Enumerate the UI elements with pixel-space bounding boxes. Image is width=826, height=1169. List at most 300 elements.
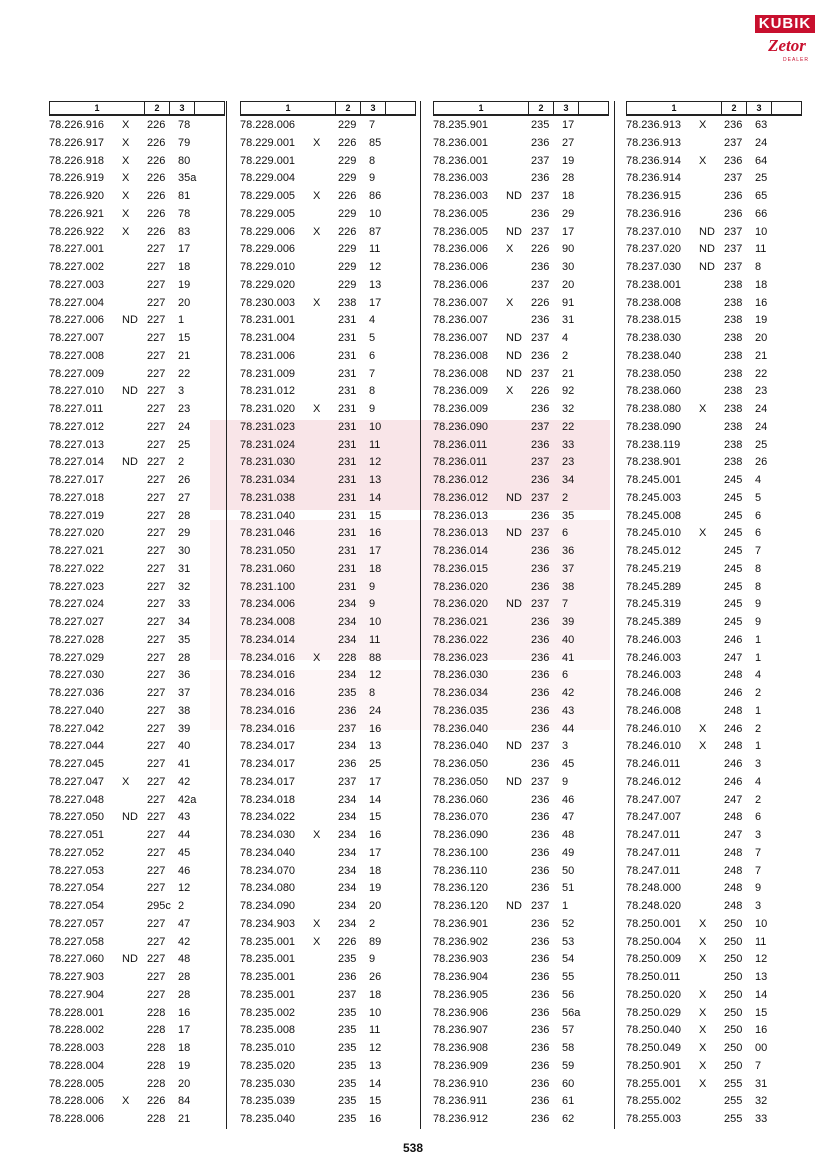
header-group: 2 — [145, 102, 170, 114]
table-row — [626, 401, 802, 419]
table-row — [433, 206, 609, 224]
part-number: 78.236.021 — [433, 616, 489, 628]
group-number: 235 — [531, 119, 550, 131]
header-group: 2 — [336, 102, 361, 114]
group-number: 236 — [531, 704, 550, 717]
position-number: 28 — [562, 172, 575, 185]
position-number: 10 — [369, 207, 382, 220]
group-number: 227 — [147, 278, 166, 291]
kubik-zetor-logo — [755, 15, 815, 67]
group-number: 237 — [531, 420, 550, 433]
table-row — [49, 490, 225, 508]
group-number: 255 — [724, 1113, 743, 1125]
part-number: 78.227.018 — [49, 491, 105, 504]
position-number: 25 — [755, 172, 768, 185]
table-row — [240, 1022, 416, 1040]
table-row — [626, 508, 802, 526]
flag: X — [313, 935, 321, 948]
group-number: 227 — [147, 527, 166, 540]
table-row — [433, 579, 609, 597]
table-row — [49, 880, 225, 898]
table-row — [433, 419, 609, 437]
table-row — [626, 241, 802, 259]
part-number: 78.227.042 — [49, 722, 105, 735]
table-row — [240, 898, 416, 916]
flag: X — [699, 403, 707, 415]
table-row — [433, 1005, 609, 1023]
column-divider — [614, 101, 615, 1129]
position-number: 2 — [178, 900, 185, 912]
position-number: 12 — [755, 953, 768, 966]
table-row — [240, 401, 416, 419]
position-number: 43 — [178, 811, 191, 824]
group-number: 245 — [724, 598, 743, 611]
table-row — [433, 987, 609, 1005]
group-number: 248 — [724, 740, 743, 753]
position-number: 17 — [562, 119, 575, 131]
group-number: 238 — [724, 296, 743, 309]
position-number: 8 — [755, 562, 762, 575]
position-number: 1 — [755, 651, 762, 664]
position-number: 17 — [369, 775, 382, 788]
group-number: 245 — [724, 491, 743, 504]
position-number: 8 — [755, 261, 762, 273]
position-number: 4 — [755, 474, 762, 486]
position-number: 40 — [178, 740, 191, 753]
position-number: 84 — [178, 1095, 191, 1108]
part-number: 78.228.004 — [49, 1059, 105, 1072]
group-number: 235 — [338, 687, 357, 699]
position-number: 38 — [562, 580, 575, 593]
table-row — [240, 579, 416, 597]
part-number: 78.246.003 — [626, 651, 682, 664]
position-number: 17 — [562, 225, 575, 238]
group-number: 246 — [724, 687, 743, 699]
table-row — [626, 987, 802, 1005]
group-number: 236 — [531, 1006, 550, 1019]
group-number: 231 — [338, 332, 357, 344]
table-row — [49, 437, 225, 455]
position-number: 35a — [178, 172, 197, 185]
group-number: 238 — [724, 385, 743, 398]
table-row — [240, 703, 416, 721]
header-position: 3 — [170, 102, 195, 114]
group-number: 236 — [531, 1024, 550, 1037]
group-number: 237 — [338, 775, 357, 788]
position-number: 3 — [755, 900, 762, 912]
flag: X — [699, 1024, 707, 1037]
part-number: 78.236.120 — [433, 900, 489, 912]
table-row — [49, 383, 225, 401]
group-number: 227 — [147, 562, 166, 575]
part-number: 78.245.012 — [626, 545, 682, 557]
table-row — [240, 987, 416, 1005]
position-number: 9 — [369, 953, 376, 966]
table-row — [49, 774, 225, 792]
position-number: 5 — [755, 491, 762, 504]
flag: X — [122, 207, 130, 220]
part-number: 78.238.050 — [626, 367, 682, 380]
group-number: 238 — [724, 456, 743, 469]
position-number: 66 — [755, 207, 768, 220]
flag: ND — [506, 332, 522, 344]
table-row — [433, 738, 609, 756]
position-number: 10 — [369, 1006, 382, 1019]
part-number: 78.235.001 — [240, 935, 296, 948]
position-number: 16 — [755, 1024, 768, 1037]
part-number: 78.231.001 — [240, 314, 296, 327]
table-row — [433, 153, 609, 171]
part-number: 78.235.002 — [240, 1006, 296, 1019]
group-number: 227 — [147, 509, 166, 522]
table-row — [433, 614, 609, 632]
part-number: 78.227.024 — [49, 598, 105, 611]
part-number: 78.236.905 — [433, 988, 489, 1001]
column-header — [49, 101, 225, 116]
position-number: 15 — [369, 1095, 382, 1108]
part-number: 78.234.040 — [240, 846, 296, 859]
part-number: 78.236.913 — [626, 119, 682, 131]
table-row — [240, 508, 416, 526]
parts-column-3 — [433, 101, 609, 1125]
group-number: 231 — [338, 562, 357, 575]
table-row — [240, 366, 416, 384]
position-number: 4 — [755, 669, 762, 682]
table-row — [49, 472, 225, 490]
part-number: 78.229.004 — [240, 172, 296, 185]
position-number: 7 — [755, 545, 762, 557]
position-number: 27 — [562, 136, 575, 149]
part-number: 78.229.001 — [240, 136, 296, 149]
table-row — [240, 1093, 416, 1111]
position-number: 35 — [178, 633, 191, 646]
position-number: 6 — [755, 811, 762, 824]
table-row — [626, 312, 802, 330]
position-number: 8 — [369, 154, 376, 167]
table-row — [433, 508, 609, 526]
part-number: 78.236.910 — [433, 1077, 489, 1090]
position-number: 3 — [562, 740, 569, 753]
table-row — [49, 916, 225, 934]
group-number: 237 — [531, 900, 550, 912]
position-number: 21 — [178, 349, 191, 362]
table-row — [240, 1111, 416, 1129]
position-number: 9 — [369, 598, 376, 611]
position-number: 79 — [178, 136, 191, 149]
position-number: 35 — [562, 509, 575, 522]
part-number: 78.231.006 — [240, 349, 296, 362]
table-row — [240, 614, 416, 632]
table-row — [433, 383, 609, 401]
table-row — [626, 206, 802, 224]
part-number: 78.235.008 — [240, 1024, 296, 1037]
table-row — [49, 543, 225, 561]
group-number: 245 — [724, 616, 743, 628]
part-number: 78.245.319 — [626, 598, 682, 611]
table-row — [626, 827, 802, 845]
position-number: 91 — [562, 296, 575, 309]
part-number: 78.250.020 — [626, 988, 682, 1001]
part-number: 78.234.008 — [240, 616, 296, 628]
part-number: 78.236.014 — [433, 545, 489, 557]
group-number: 227 — [147, 385, 166, 398]
position-number: 9 — [755, 598, 762, 611]
part-number: 78.236.007 — [433, 332, 489, 344]
table-row — [240, 224, 416, 242]
table-row — [626, 774, 802, 792]
table-row — [240, 330, 416, 348]
table-row — [626, 1058, 802, 1076]
position-number: 20 — [755, 332, 768, 344]
table-row — [49, 987, 225, 1005]
part-number: 78.227.045 — [49, 758, 105, 770]
part-number: 78.229.020 — [240, 278, 296, 291]
column-rows — [49, 117, 225, 1129]
position-number: 9 — [755, 882, 762, 895]
part-number: 78.231.024 — [240, 438, 296, 451]
part-number: 78.227.002 — [49, 261, 105, 273]
position-number: 6 — [562, 527, 569, 540]
position-number: 11 — [755, 935, 767, 948]
table-row — [49, 366, 225, 384]
table-row — [626, 579, 802, 597]
header-part-number: 1 — [241, 102, 336, 114]
part-number: 78.231.038 — [240, 491, 296, 504]
group-number: 236 — [724, 207, 743, 220]
part-number: 78.227.011 — [49, 403, 104, 415]
table-row — [49, 650, 225, 668]
position-number: 31 — [755, 1077, 768, 1090]
position-number: 8 — [755, 580, 762, 593]
part-number: 78.227.048 — [49, 793, 105, 806]
table-row — [49, 809, 225, 827]
position-number: 42a — [178, 793, 197, 806]
flag: ND — [506, 225, 522, 238]
flag: X — [506, 296, 514, 309]
position-number: 18 — [369, 988, 382, 1001]
flag: X — [313, 136, 321, 149]
table-row — [626, 437, 802, 455]
part-number: 78.245.289 — [626, 580, 682, 593]
group-number: 237 — [724, 172, 743, 185]
flag: X — [699, 1042, 707, 1054]
position-number: 92 — [562, 385, 575, 398]
part-number: 78.227.029 — [49, 651, 105, 664]
position-number: 31 — [178, 562, 191, 575]
group-number: 236 — [531, 349, 550, 362]
table-row — [433, 951, 609, 969]
part-number: 78.247.011 — [626, 864, 681, 877]
group-number: 238 — [338, 296, 357, 309]
position-number: 29 — [178, 527, 191, 540]
part-number: 78.234.006 — [240, 598, 296, 611]
position-number: 33 — [178, 598, 191, 611]
group-number: 236 — [531, 953, 550, 966]
position-number: 3 — [755, 758, 762, 770]
group-number: 235 — [338, 1042, 357, 1054]
part-number: 78.237.030 — [626, 261, 682, 273]
table-row — [626, 153, 802, 171]
group-number: 227 — [147, 616, 166, 628]
table-row — [240, 117, 416, 135]
part-number: 78.234.016 — [240, 687, 296, 699]
table-row — [626, 259, 802, 277]
part-number: 78.245.219 — [626, 562, 682, 575]
group-number: 236 — [531, 1077, 550, 1090]
group-number: 231 — [338, 527, 357, 540]
group-number: 226 — [147, 1095, 166, 1108]
group-number: 250 — [724, 1042, 743, 1054]
header-part-number: 1 — [627, 102, 722, 114]
table-row — [240, 951, 416, 969]
flag: ND — [122, 811, 138, 824]
group-number: 250 — [724, 971, 743, 983]
position-number: 16 — [369, 829, 382, 841]
position-number: 50 — [562, 864, 575, 877]
table-row — [626, 330, 802, 348]
group-number: 236 — [531, 687, 550, 699]
position-number: 11 — [369, 243, 381, 256]
position-number: 21 — [178, 1113, 191, 1125]
table-row — [626, 969, 802, 987]
group-number: 228 — [147, 1042, 166, 1054]
group-number: 234 — [338, 846, 357, 859]
flag: ND — [506, 190, 522, 202]
table-row — [626, 614, 802, 632]
table-row — [433, 348, 609, 366]
table-row — [49, 738, 225, 756]
part-number: 78.235.030 — [240, 1077, 296, 1090]
part-number: 78.227.058 — [49, 935, 105, 948]
part-number: 78.236.907 — [433, 1024, 489, 1037]
group-number: 227 — [147, 261, 166, 273]
table-row — [433, 490, 609, 508]
group-number: 248 — [724, 882, 743, 895]
position-number: 85 — [369, 136, 382, 149]
part-number: 78.234.016 — [240, 651, 296, 664]
group-number: 295c — [147, 900, 171, 912]
group-number: 236 — [531, 562, 550, 575]
table-row — [240, 241, 416, 259]
part-number: 78.231.020 — [240, 403, 296, 415]
part-number: 78.250.011 — [626, 971, 681, 983]
group-number: 226 — [147, 225, 166, 238]
position-number: 63 — [755, 119, 768, 131]
group-number: 236 — [338, 704, 357, 717]
group-number: 236 — [531, 669, 550, 682]
part-number: 78.236.902 — [433, 935, 489, 948]
flag: ND — [122, 953, 138, 966]
flag: X — [699, 740, 707, 753]
table-row — [49, 1093, 225, 1111]
logo-sub: Zetor — [768, 36, 806, 55]
group-number: 234 — [338, 740, 357, 753]
part-number: 78.228.006 — [49, 1113, 105, 1125]
table-row — [433, 1111, 609, 1129]
table-row — [626, 454, 802, 472]
part-number: 78.229.010 — [240, 261, 296, 273]
group-number: 229 — [338, 278, 357, 291]
group-number: 236 — [531, 864, 550, 877]
part-number: 78.245.010 — [626, 527, 682, 540]
part-number: 78.236.001 — [433, 154, 489, 167]
group-number: 246 — [724, 722, 743, 735]
part-number: 78.238.060 — [626, 385, 682, 398]
group-number: 227 — [147, 403, 166, 415]
group-number: 226 — [147, 136, 166, 149]
group-number: 238 — [724, 420, 743, 433]
table-row — [240, 916, 416, 934]
table-row — [626, 525, 802, 543]
group-number: 231 — [338, 403, 357, 415]
flag: X — [699, 935, 707, 948]
position-number: 62 — [562, 1113, 575, 1125]
flag: X — [313, 917, 321, 930]
position-number: 28 — [178, 971, 191, 983]
part-number: 78.227.052 — [49, 846, 105, 859]
position-number: 45 — [562, 758, 575, 770]
part-number: 78.236.903 — [433, 953, 489, 966]
position-number: 4 — [562, 332, 569, 344]
table-row — [626, 188, 802, 206]
flag: X — [699, 1006, 707, 1019]
table-row — [626, 117, 802, 135]
part-number: 78.236.035 — [433, 704, 489, 717]
part-number: 78.245.001 — [626, 474, 682, 486]
table-row — [240, 774, 416, 792]
group-number: 236 — [531, 1113, 550, 1125]
table-row — [433, 827, 609, 845]
table-row — [626, 383, 802, 401]
column-rows — [240, 117, 416, 1129]
position-number: 41 — [178, 758, 191, 770]
group-number: 227 — [147, 243, 166, 256]
part-number: 78.238.008 — [626, 296, 682, 309]
column-header — [626, 101, 802, 116]
flag: X — [699, 988, 707, 1001]
group-number: 250 — [724, 1006, 743, 1019]
flag: X — [506, 243, 514, 256]
group-number: 231 — [338, 509, 357, 522]
table-row — [626, 934, 802, 952]
table-row — [433, 685, 609, 703]
position-number: 13 — [755, 971, 768, 983]
group-number: 226 — [147, 207, 166, 220]
table-row — [433, 1093, 609, 1111]
position-number: 2 — [562, 491, 569, 504]
group-number: 227 — [147, 971, 166, 983]
part-number: 78.236.909 — [433, 1059, 489, 1072]
position-number: 21 — [562, 367, 575, 380]
flag: ND — [699, 225, 715, 238]
table-row — [433, 224, 609, 242]
table-row — [49, 277, 225, 295]
part-number: 78.226.919 — [49, 172, 105, 185]
group-number: 236 — [338, 971, 357, 983]
position-number: 22 — [178, 367, 191, 380]
table-row — [433, 863, 609, 881]
part-number: 78.234.018 — [240, 793, 296, 806]
part-number: 78.231.046 — [240, 527, 296, 540]
group-number: 234 — [338, 900, 357, 912]
part-number: 78.245.389 — [626, 616, 682, 628]
table-row — [240, 721, 416, 739]
table-row — [49, 596, 225, 614]
part-number: 78.226.920 — [49, 190, 105, 202]
position-number: 39 — [178, 722, 191, 735]
part-number: 78.234.070 — [240, 864, 296, 877]
group-number: 237 — [724, 243, 743, 256]
